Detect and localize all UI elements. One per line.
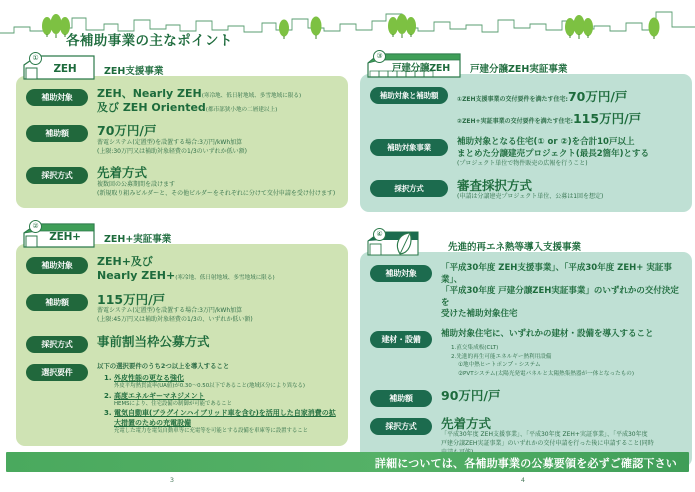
row-content bbox=[457, 85, 682, 128]
row-label-pill: 補助対象 bbox=[370, 265, 432, 282]
amount-value: 115万円/戸 bbox=[97, 291, 166, 307]
row-amount bbox=[370, 388, 682, 407]
row-content bbox=[457, 137, 682, 169]
list-item: ①地中熱ヒートポンプ・システム bbox=[458, 362, 541, 369]
row-label-pill: 採択方式 bbox=[370, 418, 432, 435]
row-content bbox=[441, 329, 682, 378]
requirements-list bbox=[105, 374, 338, 435]
target-line2: 及び ZEH Oriented bbox=[97, 100, 206, 114]
requirement-sub: HEMSにより、住宅設備の制御が可能であること bbox=[114, 400, 232, 407]
method-note-2: 戸建分譲ZEH実証事業」のいずれかの交付申請を行った後に申請すること(同時 bbox=[441, 439, 654, 447]
target-line1: 「平成30年度 ZEH支援事業」、「平成30年度 ZEH+ 実証事業」、 bbox=[441, 263, 672, 285]
row-content bbox=[97, 334, 338, 350]
amount-item2-label: ②ZEH+実証事業の交付要件を満たす住宅: bbox=[457, 117, 573, 125]
zeh-house-badge-icon bbox=[22, 54, 96, 80]
footer-banner bbox=[6, 452, 689, 472]
materials-list bbox=[451, 344, 682, 379]
requirement-title: 高度エネルギーマネジメント bbox=[114, 391, 205, 400]
amount-note-2: (上限:30万円又は補助対象経費の1/3のいずれか低い額) bbox=[97, 147, 247, 155]
row-label-pill: 採択方式 bbox=[370, 180, 448, 197]
section-header bbox=[22, 222, 348, 248]
row-label-pill: 補助額 bbox=[26, 125, 88, 142]
method-note-1: 「平成30年度 ZEH支援事業」、「平成30年度 ZEH+実証事業」、「平成30年度 bbox=[441, 431, 648, 439]
row-content bbox=[97, 255, 338, 283]
section-panel bbox=[360, 252, 692, 467]
row-label-pill: 選択要件 bbox=[26, 364, 88, 381]
method-note-2: (新規取り組みビルダーと、その他ビルダーをそれぞれに分けて交付申請を受け付けます) bbox=[97, 189, 336, 197]
amount-note-2: (上限:45万円又は補助対象経費の1/3の、いずれか低い額) bbox=[97, 316, 253, 324]
row-label-pill: 補助対象 bbox=[26, 89, 88, 106]
target-line2-note: (都市部狭小地の二層建以上) bbox=[205, 106, 278, 113]
requirement-sub: 外皮平均熱貫流率(UA値)が0.30〜0.50以下であること(地域区分により異なる) bbox=[114, 383, 305, 390]
target-line2: Nearly ZEH+ bbox=[97, 269, 176, 283]
method-value: 先着方式 bbox=[97, 165, 148, 181]
row-amount bbox=[26, 292, 338, 325]
page-number-right: 4 bbox=[520, 476, 526, 484]
method-value: 審査採択方式 bbox=[457, 177, 533, 193]
requirement-title: 外皮性能の更なる強化 bbox=[114, 374, 184, 383]
section-panel bbox=[360, 74, 692, 212]
row-amount bbox=[26, 123, 338, 156]
target-line1: ZEH+及び bbox=[97, 255, 153, 269]
section-number: ④ bbox=[373, 228, 386, 241]
section-header bbox=[366, 230, 692, 256]
row-target bbox=[26, 255, 338, 283]
requirement-sub: 充電した電力を電気自動車等に充電等を可能とする設備を車庫等に設置すること bbox=[114, 427, 309, 434]
section-zeh bbox=[16, 54, 348, 209]
business-line1: 補助対象となる住宅(① or ②)を合計10戸以上 bbox=[457, 137, 635, 148]
amount-value: 70万円/戸 bbox=[97, 123, 157, 139]
target-line2-note: (寒冷地、低日射地域、多雪地域に限る) bbox=[175, 275, 275, 282]
row-label-pill: 建材・設備 bbox=[370, 331, 432, 348]
target-line1-note: (寒冷地、低日射地域、多雪地域に限る) bbox=[201, 92, 302, 99]
row-label-pill: 採択方式 bbox=[26, 167, 88, 184]
section-number: ② bbox=[29, 220, 42, 233]
method-note-1: 複数回の公募期間を設けます bbox=[97, 180, 176, 188]
page-number-left: 3 bbox=[169, 476, 175, 484]
badge-label: 戸建分譲ZEH bbox=[392, 63, 450, 74]
amount-item1-value: 70万円/戸 bbox=[567, 89, 628, 104]
amount-note-1: 蓄電システム(定置型)を設置する場合:3万円/kWh加算 bbox=[97, 307, 243, 315]
business-note: (プロジェクト単位で物件販売の広報を行うこと) bbox=[457, 160, 588, 168]
row-content bbox=[457, 178, 682, 202]
section-kodate-bunjo-zeh bbox=[360, 52, 692, 212]
row-method bbox=[370, 178, 682, 202]
row-content bbox=[441, 388, 682, 404]
row-content bbox=[97, 123, 338, 156]
section-number: ① bbox=[29, 52, 42, 65]
page-left bbox=[16, 33, 348, 434]
row-label-pill: 補助対象 bbox=[26, 257, 88, 274]
row-method bbox=[370, 416, 682, 458]
row-method bbox=[26, 334, 338, 353]
row-content bbox=[97, 87, 338, 115]
section-name: ZEH+実証事業 bbox=[104, 234, 172, 246]
list-item bbox=[114, 409, 338, 435]
section-panel bbox=[16, 76, 348, 209]
leaf-house-badge-icon bbox=[366, 230, 440, 256]
business-line2: まとめた分譲建売プロジェクト(最長2箇年)とする bbox=[457, 148, 650, 159]
row-method bbox=[26, 165, 338, 198]
materials-intro: 補助対象住宅に、いずれかの建材・設備を導入すること bbox=[441, 329, 654, 340]
amount-value: 90万円/戸 bbox=[441, 387, 501, 403]
list-item: ②PVTシステム(太陽光発電パネルと太陽熱集熱器が一体となったもの) bbox=[458, 370, 635, 377]
row-target-business bbox=[370, 137, 682, 169]
row-materials-equipment bbox=[370, 329, 682, 378]
badge-label: ZEH bbox=[53, 62, 77, 75]
method-note-1: (申請は分譲建売プロジェクト単位、公募は1回を想定) bbox=[457, 193, 604, 201]
section-name: ZEH支援事業 bbox=[104, 65, 164, 77]
amount-note-1: 蓄電システム(定置型)を設置する場合:3万円/kWh加算 bbox=[97, 138, 243, 146]
amount-item2-value: 115万円/戸 bbox=[572, 110, 642, 126]
page-title: 各補助事業の主なポイント bbox=[66, 33, 233, 49]
row-label-pill: 補助額 bbox=[26, 294, 88, 311]
list-item: 1.直交集成板(CLT) bbox=[451, 344, 499, 351]
section-number: ③ bbox=[373, 50, 386, 63]
section-zeh-plus bbox=[16, 222, 348, 446]
list-item bbox=[114, 392, 338, 409]
requirements-intro: 以下の選択要件のうち2つ以上を導入すること bbox=[97, 361, 230, 370]
method-value: 先着方式 bbox=[441, 415, 492, 431]
row-label-pill: 採択方式 bbox=[26, 336, 88, 353]
row-selection-requirements bbox=[26, 362, 338, 436]
row-label-pill: 補助対象と補助額 bbox=[370, 87, 448, 104]
row-label-pill: 補助額 bbox=[370, 390, 432, 407]
row-content bbox=[97, 292, 338, 325]
page-right bbox=[360, 34, 692, 447]
amount-item1-label: ①ZEH支援事業の交付要件を満たす住宅: bbox=[457, 96, 568, 103]
target-line3: 受けた補助対象住宅 bbox=[441, 309, 518, 319]
row-target-and-amount bbox=[370, 85, 682, 128]
section-name: 先進的再エネ熱等導入支援事業 bbox=[448, 242, 582, 254]
section-header bbox=[22, 54, 348, 80]
badge-label: ZEH+ bbox=[49, 231, 81, 244]
row-content bbox=[97, 165, 338, 198]
row-content bbox=[97, 362, 338, 436]
zeh-plus-house-badge-icon bbox=[22, 222, 96, 248]
method-value: 事前割当枠公募方式 bbox=[97, 333, 210, 349]
target-line2: 「平成30年度 戸建分譲ZEH実証事業」のいずれかの交付決定を bbox=[441, 286, 679, 308]
row-target bbox=[370, 263, 682, 320]
section-name: 戸建分譲ZEH実証事業 bbox=[470, 64, 568, 75]
footer-message: 詳細については、各補助事業の公募要領を必ずご確認下さい bbox=[374, 457, 677, 470]
row-content bbox=[441, 416, 682, 458]
section-header bbox=[366, 52, 692, 78]
list-item: 2.先進的再生可能エネルギー熱利用設備 bbox=[451, 353, 552, 360]
section-advanced-renewable-heat bbox=[360, 230, 692, 467]
requirement-title: 電気自動車(プラグインハイブリッド車を含む)を活用した自家消費の拡大措置のための充電設備 bbox=[114, 409, 336, 427]
section-panel bbox=[16, 244, 348, 446]
row-content bbox=[441, 263, 682, 320]
row-label-pill: 補助対象事業 bbox=[370, 139, 448, 156]
row-target bbox=[26, 87, 338, 115]
list-item bbox=[114, 374, 338, 391]
target-line1: ZEH、Nearly ZEH bbox=[97, 86, 202, 100]
kodate-bunjo-houses-badge-icon bbox=[366, 52, 462, 78]
